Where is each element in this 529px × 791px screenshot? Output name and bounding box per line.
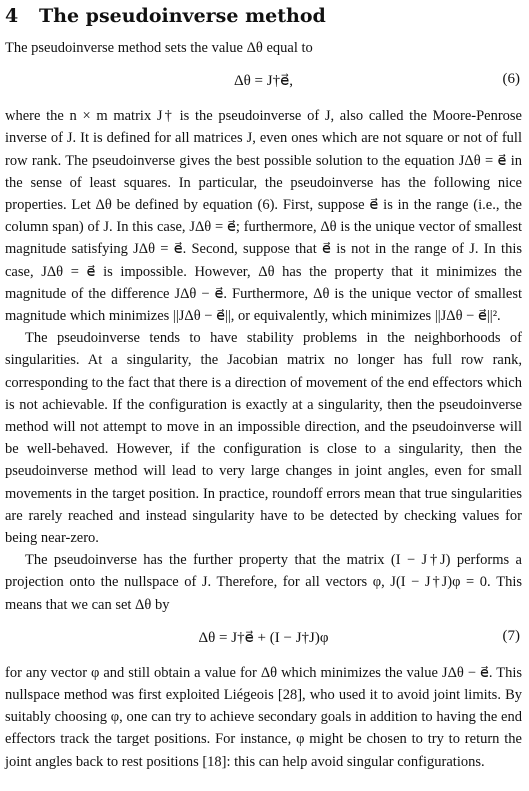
- equation-7-number: (7): [502, 627, 520, 644]
- paragraph-pseudoinverse-properties: where the n × m matrix J† is the pseudoinverse of J, also called the Moore-Penrose inverse of J. It is defined for all matrices J, even ones which are not square or not of full row rank. The pseudoinverse gives the best possible solution to the equation JΔθ = e⃗ in the sense of least squares. In particular, the pseudoinverse has the following nice properties. Let Δθ be defined by equation (6). First, suppose e⃗ is in the range (i.e., the column span) of J. In this case, JΔθ = e⃗; furthermore, Δθ is the unique vector of smallest magnitude satisfying JΔθ = e⃗. Second, suppose that e⃗ is not in the range of J. In this case, JΔθ = e⃗ is impossible. However, Δθ has the property that it minimizes the magnitude of the difference JΔθ − e⃗. Furthermore, Δθ is the unique vector of smallest magnitude which minimizes ||JΔθ − e⃗||, or equivalently, which minimizes ||JΔθ − e⃗||².: [5, 108, 522, 325]
- section-title: The pseudoinverse method: [39, 5, 326, 27]
- equation-7-body: Δθ = J†e⃗ + (I − J†J)φ: [198, 629, 329, 646]
- paragraph-singularities: The pseudoinverse tends to have stability problems in the neighborhoods of singularities. At a singularity, the Jacobian matrix no longer has full row rank, corresponding to the fact that there is a direction of movement of the end effectors which is not achievable. If the configuration is exactly at a singularity, then the pseudoinverse method will not attempt to move in an impossible direction, and the pseudoinverse will be well-behaved. However, if the configuration is close to a singularity, then the pseudoinverse method will lead to very large changes in joint angles, even for small movements in the target position. In practice, roundoff errors mean that true singularities are rarely reached and instead singularity have to be detected by checking values for being near-zero.: [5, 330, 522, 547]
- section-heading: [5, 4, 522, 28]
- equation-6: [5, 59, 522, 105]
- paragraph-nullspace-method: for any vector φ and still obtain a value for Δθ which minimizes the value JΔθ − e⃗. This nullspace method was first exploited Liégeois [28], who used it to avoid joint limits. By suitably choosing φ, one can try to achieve secondary goals in addition to having the end effectors track the target positions. For instance, φ might be chosen to try to return the joint angles back to rest positions [18]: this can help avoid singular configurations.: [5, 664, 522, 770]
- paragraph-nullspace: The pseudoinverse has the further property that the matrix (I − J†J) performs a projection onto the nullspace of J. Therefore, for all vectors φ, J(I − J†J)φ = 0. This means that we can set Δθ by: [5, 552, 522, 613]
- section-number: 4: [5, 5, 19, 27]
- equation-6-number: (6): [502, 71, 520, 88]
- paper-page: [5, 0, 522, 773]
- intro-sentence: The pseudoinverse method sets the value Δθ equal to: [5, 40, 313, 56]
- equation-6-body: Δθ = J†e⃗,: [233, 73, 294, 90]
- equation-7: [5, 616, 522, 662]
